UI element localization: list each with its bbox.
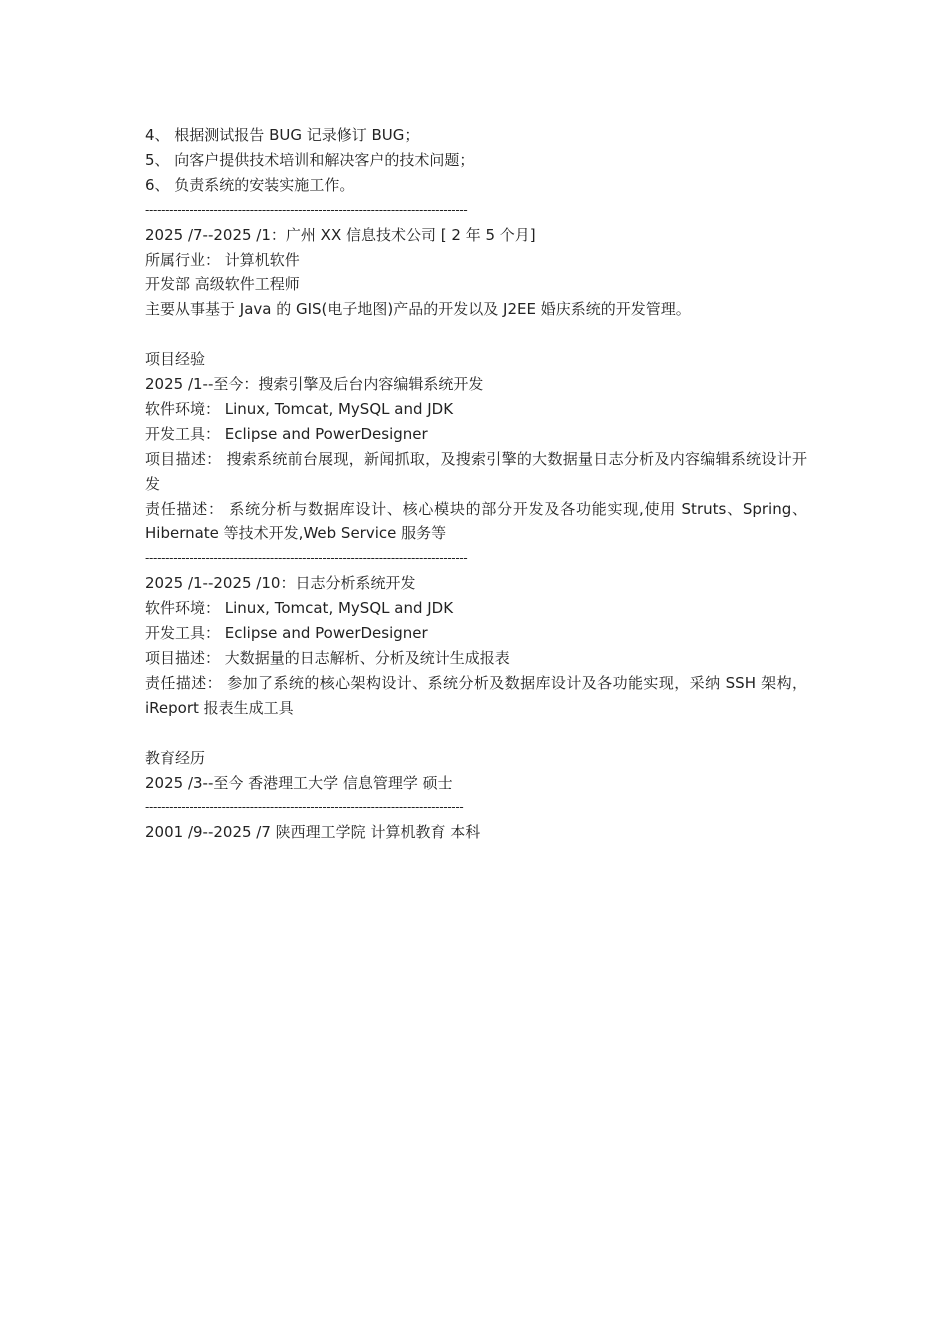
document-body (145, 123, 807, 845)
project-2-environment: 软件环境： Linux, Tomcat, MySQL and JDK (145, 599, 454, 618)
project-1-tools: 开发工具： Eclipse and PowerDesigner (145, 424, 428, 443)
project-1-title: 2025 /1--至今：搜索引擎及后台内容编辑系统开发 (145, 375, 484, 394)
separator-line: -------------------------------------------------------------------------------- (145, 551, 468, 566)
blank-line (145, 721, 807, 746)
duty-line-5: 5、 向客户提供技术培训和解决客户的技术问题； (145, 150, 475, 169)
job-position: 开发部 高级软件工程师 (145, 275, 300, 294)
project-2-tools: 开发工具： Eclipse and PowerDesigner (145, 624, 428, 643)
section-heading-projects: 项目经验 (145, 350, 206, 369)
separator-line: -------------------------------------------------------------------------------- (145, 202, 468, 217)
project-2-title: 2025 /1--2025 /10：日志分析系统开发 (145, 574, 416, 593)
project-1-responsibility: 责任描述： 系统分析与数据库设计、核心模块的部分开发及各功能实现,使用 Struts、Spring、Hibernate 等技术开发,Web Service 服务等 (145, 499, 807, 543)
job-period: 2025 /7--2025 /1：广州 XX 信息技术公司 [ 2 年 5 个月] (145, 225, 536, 244)
project-1-description: 项目描述： 搜索系统前台展现，新闻抓取，及搜索引擎的大数据量日志分析及内容编辑系统设计开发 (145, 449, 807, 493)
education-entry-1: 2025 /3--至今 香港理工大学 信息管理学 硕士 (145, 773, 453, 792)
job-industry: 所属行业： 计算机软件 (145, 250, 300, 269)
duty-line-6: 6、 负责系统的安装实施工作。 (145, 175, 355, 194)
project-2-responsibility: 责任描述： 参加了系统的核心架构设计、系统分析及数据库设计及各功能实现，采纳 SSH 架构，iReport 报表生成工具 (145, 673, 807, 717)
education-entry-2: 2001 /9--2025 /7 陕西理工学院 计算机教育 本科 (145, 823, 481, 842)
separator-line: ------------------------------------------------------------------------------- (145, 800, 464, 815)
section-heading-education: 教育经历 (145, 748, 206, 767)
job-description: 主要从事基于 Java 的 GIS(电子地图)产品的开发以及 J2EE 婚庆系统的开发管理。 (145, 300, 691, 319)
project-2-description: 项目描述： 大数据量的日志解析、分析及统计生成报表 (145, 649, 510, 668)
duty-line-4: 4、 根据测试报告 BUG 记录修订 BUG； (145, 126, 420, 144)
blank-line (145, 322, 807, 347)
project-1-environment: 软件环境： Linux, Tomcat, MySQL and JDK (145, 399, 454, 418)
